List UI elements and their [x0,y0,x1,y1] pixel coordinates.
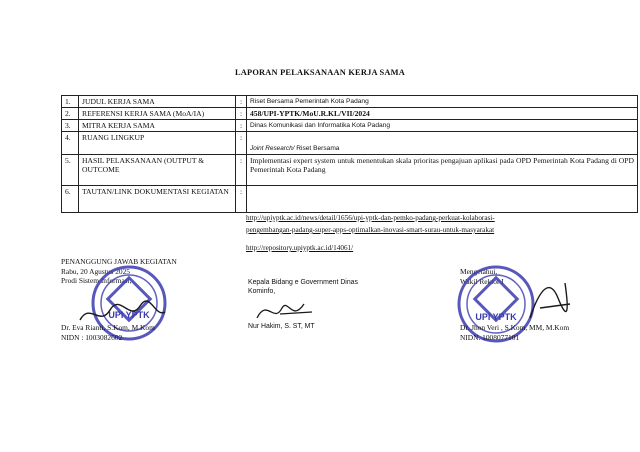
table-row [62,155,638,186]
news-link-continued[interactable]: pengembangan-padang-super-apps-optimalkan-inovasi-smart-surau-untuk-masyarakat [246,226,495,234]
study-program: Prodi Sistem Informasi, [61,276,132,285]
row-label: REFERENSI KERJA SAMA (MoA/IA) [79,108,236,120]
table-row [62,186,638,213]
row-number: 1. [62,96,79,108]
middle-signer-name: Nur Hakim, S. ST, MT [248,323,315,330]
colon: : [236,96,247,108]
row-value: Riset Bersama Pemerintah Kota Padang [247,96,638,108]
middle-signer-org: Kominfo, [248,288,276,295]
signature-right [520,268,580,328]
stamp-text: UPI YPTK [475,312,517,322]
row-number: 4. [62,132,79,155]
italic-term: Joint Research/ [250,145,295,152]
row-number: 6. [62,186,79,213]
right-signer-role: Wakil Rektor I [460,276,504,286]
responsible-heading: PENANGGUNG JAWAB KEGIATAN [61,257,177,266]
row-value: 458/UPI-YPTK/MoU.R.KL/VII/2024 [247,108,638,120]
report-table [61,95,638,213]
row-label: TAUTAN/LINK DOKUMENTASI KEGIATAN [79,186,236,213]
row-label: MITRA KERJA SAMA [79,120,236,132]
documentation-links [246,212,495,254]
row-value: Dinas Komunikasi dan Informatika Kota Padang [247,120,638,132]
right-signer-name: Dr. Jhon Veri , S.Kom, MM, M.Kom [460,323,570,332]
signature-stroke [530,283,570,318]
repository-link[interactable]: http://repository.upiyptk.ac.id/14061/ [246,244,354,252]
signature-middle [252,294,322,326]
row-number: 3. [62,120,79,132]
row-number: 2. [62,108,79,120]
table-row [62,132,638,155]
colon: : [236,155,247,186]
table-row [62,120,638,132]
acknowledged-heading: Mengetahui, [460,267,498,276]
table-row [62,96,638,108]
row-label: JUDUL KERJA SAMA [79,96,236,108]
value-text: Riset Bersama [294,145,340,152]
stamp-text: UPI YPTK [108,310,150,320]
signature-stroke [80,301,165,320]
right-signer-nidn: NIDN. 1008077101 [460,333,520,342]
signature-stroke [257,304,312,318]
row-number: 5. [62,155,79,186]
row-value: Implementasi expert system untuk menentukan skala prioritas pengajuan aplikasi pada OPD Pemerintah Kota Padang di OPD Pemerintah Kota Padang [247,155,638,186]
row-value [247,186,638,213]
table-row [62,108,638,120]
left-signer-name: Dr. Eva Rianti, S.Kom, M.Kom [61,323,155,332]
row-label: HASIL PELAKSANAAN (OUTPUT & OUTCOME [79,155,236,186]
news-link[interactable]: http://upiyptk.ac.id/news/detail/1656/upi-yptk-dan-pemko-padang-perkuat-kolaborasi- [246,214,495,222]
row-value [247,132,638,155]
colon: : [236,120,247,132]
colon: : [236,108,247,120]
row-label: RUANG LINGKUP [79,132,236,155]
document-title: LAPORAN PELAKSANAAN KERJA SAMA [234,68,406,77]
colon: : [236,132,247,155]
middle-signer-role: Kepala Bidang e Government Dinas [248,279,358,286]
sign-date: Rabu, 20 Agustus 2025 [61,266,130,276]
colon: : [236,186,247,213]
left-signer-nidn: NIDN : 1003082602 [61,333,123,342]
